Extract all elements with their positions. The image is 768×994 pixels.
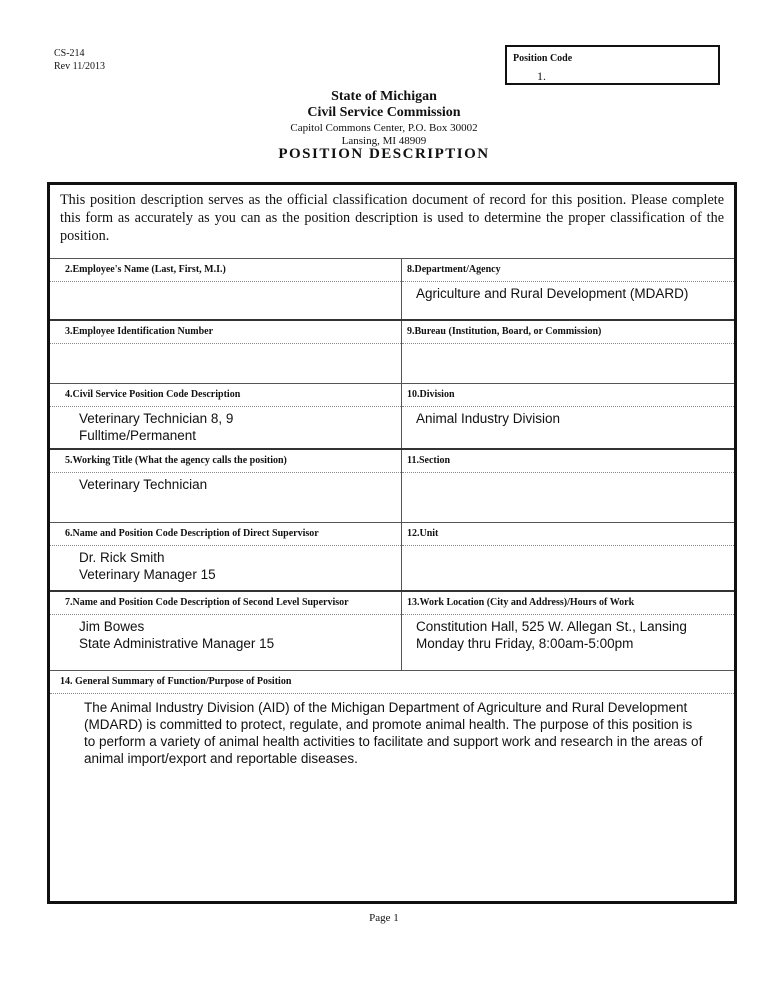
field-value[interactable]: [50, 282, 401, 285]
field-department[interactable]: [402, 259, 734, 319]
form-revision: Rev 11/2013: [54, 61, 106, 72]
form-row: [50, 590, 734, 670]
form-row: [50, 258, 734, 319]
form-number: CS-214: [54, 48, 85, 59]
field-value[interactable]: [402, 546, 734, 549]
field-value[interactable]: Agriculture and Rural Development (MDARD): [416, 286, 689, 301]
field-label: 10.Division: [402, 384, 734, 407]
field-label: 8.Department/Agency: [402, 259, 734, 282]
field-work-location[interactable]: [402, 592, 734, 670]
field-label: 2.Employee's Name (Last, First, M.I.): [50, 259, 401, 282]
field-employee-id[interactable]: [50, 321, 402, 383]
field-value[interactable]: Animal Industry Division: [416, 411, 561, 426]
form-frame: [47, 182, 737, 904]
address-line-2: Lansing, MI 48909: [341, 135, 427, 147]
field-value[interactable]: Veterinary Technician: [79, 477, 208, 492]
field-label: 12.Unit: [402, 523, 734, 546]
field-label: 3.Employee Identification Number: [50, 321, 401, 344]
field-working-title[interactable]: [50, 450, 402, 522]
form-row: [50, 448, 734, 522]
field-section[interactable]: [402, 450, 734, 522]
field-label: 11.Section: [402, 450, 734, 473]
field-label: 6.Name and Position Code Description of Direct Supervisor: [50, 523, 401, 546]
field-position-code-description[interactable]: [50, 384, 402, 448]
field-value[interactable]: [402, 473, 734, 476]
field-value[interactable]: Constitution Hall, 525 W. Allegan St., Lansing Monday thru Friday, 8:00am-5:00pm: [416, 619, 687, 651]
summary-label: 14. General Summary of Function/Purpose of Position: [50, 671, 734, 694]
summary-text[interactable]: The Animal Industry Division (AID) of the Michigan Department of Agriculture and Rural Development (MDARD) is committed to protect, regulate, and promote animal health. The purpose of this position is to perform a variety of animal health activities to facilitate and support work and research in the areas of animal import/export and reportable diseases.: [84, 700, 703, 766]
field-employee-name[interactable]: [50, 259, 402, 319]
field-division[interactable]: [402, 384, 734, 448]
field-value[interactable]: [402, 344, 734, 347]
field-label: 7.Name and Position Code Description of Second Level Supervisor: [50, 592, 401, 615]
document-title: POSITION DESCRIPTION: [278, 146, 490, 162]
form-grid: [50, 258, 734, 911]
field-label: 9.Bureau (Institution, Board, or Commission): [402, 321, 734, 344]
field-direct-supervisor[interactable]: [50, 523, 402, 590]
field-label: 4.Civil Service Position Code Description: [50, 384, 401, 407]
field-unit[interactable]: [402, 523, 734, 590]
field-second-level-supervisor[interactable]: [50, 592, 402, 670]
form-id: [54, 47, 105, 73]
position-code-box: [505, 45, 720, 85]
form-row: [50, 319, 734, 383]
field-value[interactable]: Jim Bowes State Administrative Manager 15: [79, 619, 275, 651]
summary-section: [50, 670, 734, 911]
field-value[interactable]: [50, 344, 401, 347]
field-value[interactable]: Veterinary Technician 8, 9 Fulltime/Permanent: [79, 411, 234, 443]
intro-text: This position description serves as the official classification document of record for this position. Please complete this form as accurately as you can as the position description is used to determine the proper classification of the position.: [60, 192, 724, 244]
field-value[interactable]: Dr. Rick Smith Veterinary Manager 15: [79, 550, 216, 582]
field-label: 5.Working Title (What the agency calls the position): [50, 450, 401, 473]
page-number: Page 1: [369, 912, 399, 924]
position-code-value[interactable]: 1.: [537, 69, 546, 83]
field-bureau[interactable]: [402, 321, 734, 383]
form-row: [50, 522, 734, 590]
field-label: 13.Work Location (City and Address)/Hours of Work: [402, 592, 734, 615]
agency-line-1: State of Michigan: [331, 89, 437, 104]
agency-line-2: Civil Service Commission: [307, 105, 461, 120]
position-code-label: Position Code: [513, 53, 573, 64]
form-row: [50, 383, 734, 448]
address-line-1: Capitol Commons Center, P.O. Box 30002: [290, 122, 478, 134]
